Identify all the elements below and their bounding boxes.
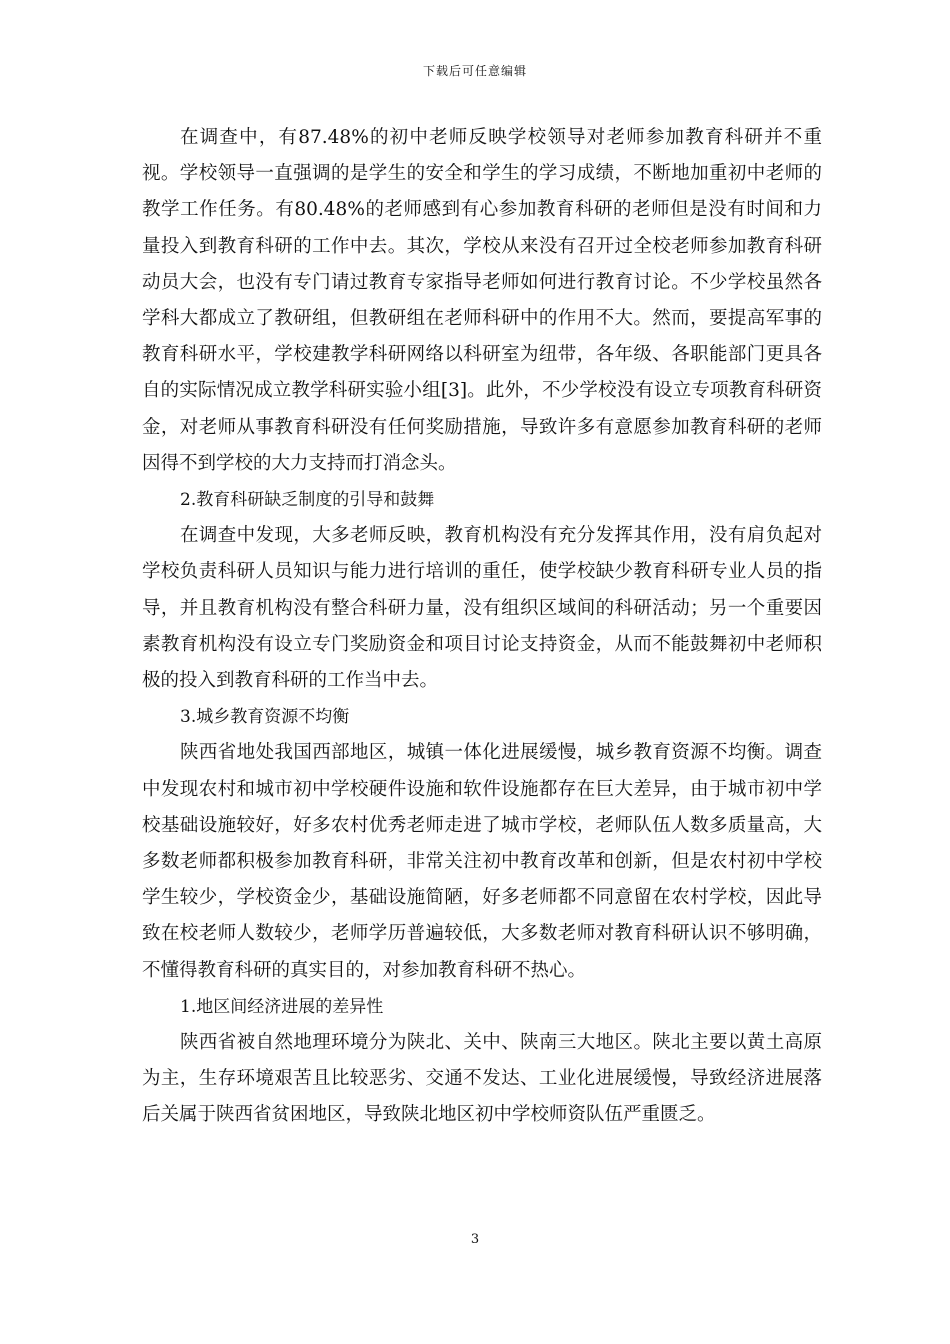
header-note: 下载后可任意编辑 — [422, 64, 527, 78]
paragraph-school-leadership: 在调查中，有87.48%的初中老师反映学校领导对老师参加教育科研并不重视。学校领导一直强调的是学生的安全和学生的学习成绩，不断地加重初中老师的教学工作任务。有80.48%的老师感到有心参加教育科研的老师但是没有时间和力量投入到教育科研的工作中去。其次，学校从来没有召开过全校老师参加教育科研动员大会，也没有专门请过教育专家指导老师如何进行教育讨论。不少学校虽然各学科大都成立了教研组，但教研组在老师科研中的作用不大。然而，要提高军事的教育科研水平，学校建教学科研网络以科研室为纽带，各年级、各职能部门更具各自的实际情况成立教学科研实验小组[3]。此外，不少学校没有设立专项教育科研资金，对老师从事教育科研没有任何奖励措施，导致许多有意愿参加教育科研的老师因得不到学校的大力支持而打消念头。 — [142, 127, 822, 474]
section-heading-urban-rural-resources: 3.城乡教育资源不均衡 — [180, 707, 350, 728]
paragraph-urban-rural-resources: 陕西省地处我国西部地区，城镇一体化进展缓慢，城乡教育资源不均衡。调查中发现农村和城市初中学校硬件设施和软件设施都存在巨大差异，由于城市初中学校基础设施较好，好多农村优秀老师走进了城市学校，老师队伍人数多质量高，大多数老师都积极参加教育科研，非常关注初中教育改革和创新，但是农村初中学校学生较少，学校资金少，基础设施简陋，好多老师都不同意留在农村学校，因此导致在校老师人数较少，老师学历普遍较低，大多数老师对教育科研认识不够明确，不懂得教育科研的真实目的，对参加教育科研不热心。 — [142, 742, 822, 981]
page-number: 3 — [470, 1232, 480, 1247]
section-heading-institutional-guidance: 2.教育科研缺乏制度的引导和鼓舞 — [180, 490, 435, 511]
document-body — [142, 120, 822, 1134]
paragraph-institutional-guidance: 在调查中发现，大多老师反映，教育机构没有充分发挥其作用，没有肩负起对学校负责科研人员知识与能力进行培训的重任，使学校缺少教育科研专业人员的指导，并且教育机构没有整合科研力量，没有组织区域间的科研活动；另一个重要因素教育机构没有设立专门奖励资金和项目讨论支持资金，从而不能鼓舞初中老师积极的投入到教育科研的工作当中去。 — [142, 525, 822, 692]
paragraph-regional-economy: 陕西省被自然地理环境分为陕北、关中、陕南三大地区。陕北主要以黄土高原为主，生存环境艰苦且比较恶劣、交通不发达、工业化进展缓慢，导致经济进展落后关属于陕西省贫困地区，导致陕北地区初中学校师资队伍严重匮乏。 — [142, 1032, 822, 1126]
section-heading-regional-economy: 1.地区间经济进展的差异性 — [180, 996, 384, 1017]
